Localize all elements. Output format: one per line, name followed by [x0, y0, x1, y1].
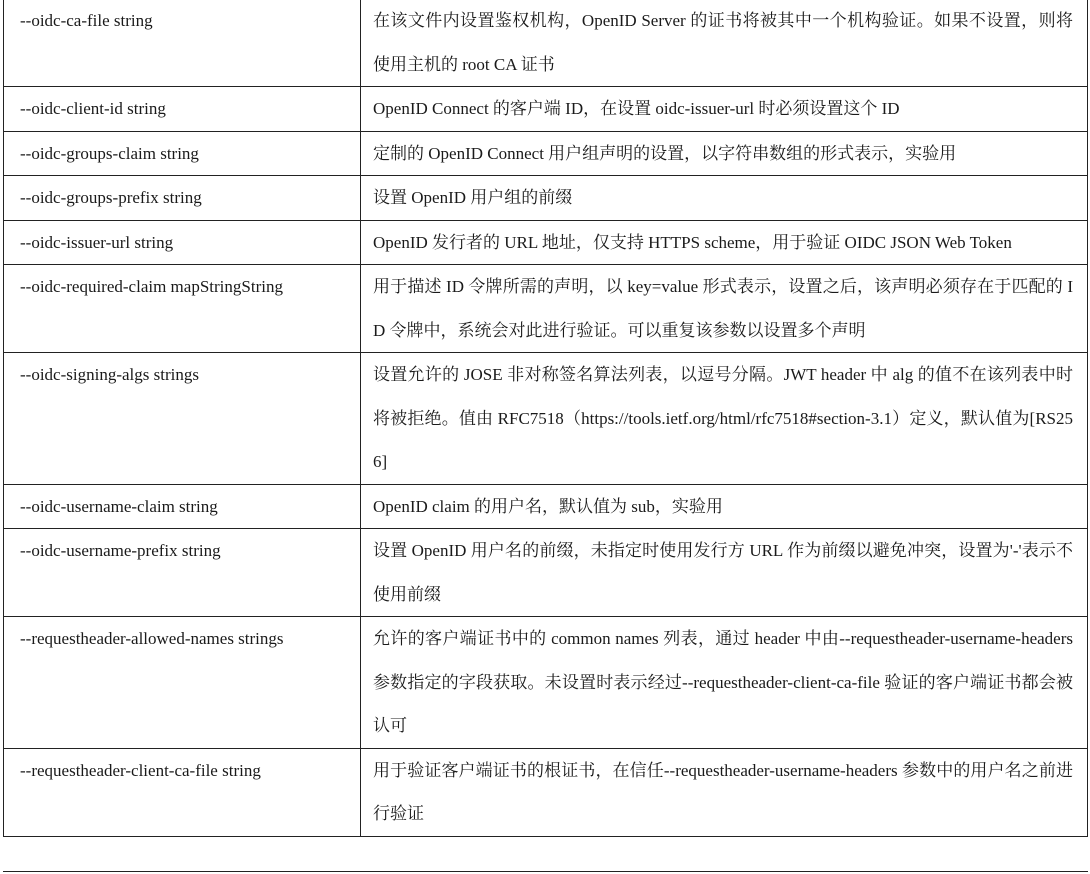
description-cell: 用于验证客户端证书的根证书，在信任--requestheader-username-headers 参数中的用户名之前进行验证: [361, 748, 1088, 836]
flag-cell: --oidc-issuer-url string: [4, 220, 361, 265]
description-cell: 设置 OpenID 用户组的前缀: [361, 176, 1088, 221]
flag-cell: --oidc-groups-prefix string: [4, 176, 361, 221]
flag-cell: --oidc-ca-file string: [4, 0, 361, 87]
table-row: [4, 529, 1088, 617]
description-cell: OpenID 发行者的 URL 地址，仅支持 HTTPS scheme，用于验证 OIDC JSON Web Token: [361, 220, 1088, 265]
table-row: [4, 484, 1088, 529]
flag-cell: --requestheader-allowed-names strings: [4, 617, 361, 749]
table-row: [4, 131, 1088, 176]
table-row: [4, 220, 1088, 265]
description-cell: 用于描述 ID 令牌所需的声明，以 key=value 形式表示，设置之后，该声明必须存在于匹配的 ID 令牌中，系统会对此进行验证。可以重复该参数以设置多个声明: [361, 265, 1088, 353]
description-cell: 设置允许的 JOSE 非对称签名算法列表，以逗号分隔。JWT header 中 alg 的值不在该列表中时将被拒绝。值由 RFC7518（https://tools.ietf.org/html/rfc7518#section-3.1）定义，默认值为[RS256]: [361, 353, 1088, 485]
flag-cell: --requestheader-client-ca-file string: [4, 748, 361, 836]
table-row: [4, 0, 1088, 87]
description-cell: OpenID claim 的用户名，默认值为 sub，实验用: [361, 484, 1088, 529]
flag-cell: --oidc-required-claim mapStringString: [4, 265, 361, 353]
table-row: [4, 748, 1088, 836]
table-row: [4, 265, 1088, 353]
flag-cell: --oidc-signing-algs strings: [4, 353, 361, 485]
description-cell: 在该文件内设置鉴权机构，OpenID Server 的证书将被其中一个机构验证。如果不设置，则将使用主机的 root CA 证书: [361, 0, 1088, 87]
description-cell: 设置 OpenID 用户名的前缀，未指定时使用发行方 URL 作为前缀以避免冲突，设置为'-'表示不使用前缀: [361, 529, 1088, 617]
flag-cell: --oidc-groups-claim string: [4, 131, 361, 176]
table-row: [4, 353, 1088, 485]
options-table: [3, 0, 1088, 837]
flag-cell: --oidc-username-prefix string: [4, 529, 361, 617]
description-cell: 允许的客户端证书中的 common names 列表，通过 header 中由--requestheader-username-headers 参数指定的字段获取。未设置时表示经过--requestheader-client-ca-file 验证的客户端证书都会被认可: [361, 617, 1088, 749]
flag-cell: --oidc-client-id string: [4, 87, 361, 132]
table-row: [4, 617, 1088, 749]
flag-cell: --oidc-username-claim string: [4, 484, 361, 529]
description-cell: OpenID Connect 的客户端 ID，在设置 oidc-issuer-url 时必须设置这个 ID: [361, 87, 1088, 132]
description-cell: 定制的 OpenID Connect 用户组声明的设置，以字符串数组的形式表示，实验用: [361, 131, 1088, 176]
table-bottom-border: [3, 871, 1088, 872]
table-row: [4, 176, 1088, 221]
table-row: [4, 87, 1088, 132]
